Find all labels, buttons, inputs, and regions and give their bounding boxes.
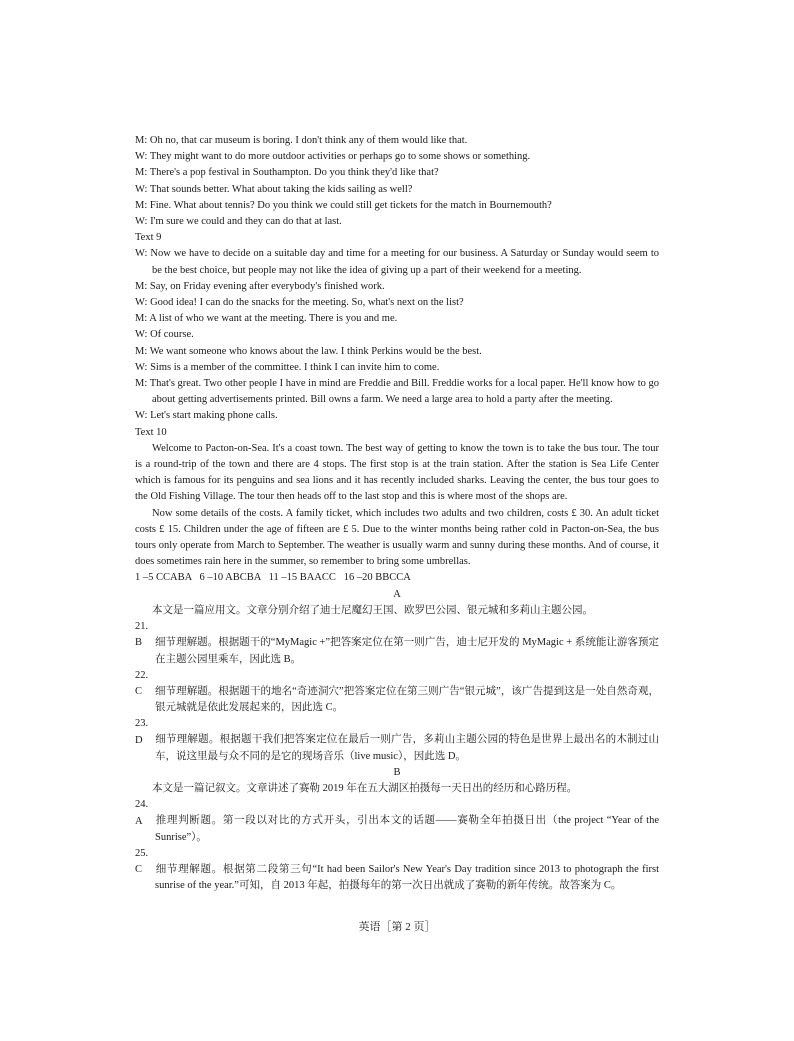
dialogue-line: M: Oh no, that car museum is boring. I don't think any of them would like that.: [135, 135, 468, 146]
dialogue-line: M: There's a pop festival in Southampton. Do you think they'd like that?: [135, 167, 439, 179]
dialogue-a: [135, 133, 659, 230]
explanation-text: 推理判断题。第一段以对比的方式开头，引出本文的话题——赛勒全年拍摄日出（the project “Year of the Sunrise”）。: [155, 815, 659, 843]
section-intro: 本文是一篇应用文。文章分别介绍了迪士尼魔幻王国、欧罗巴公园、银元城和多莉山主题公园。: [152, 604, 593, 616]
answer-explanation: [135, 797, 659, 846]
dialogue-line: W: Sims is a member of the committee. I think I can invite him to come.: [135, 361, 440, 373]
page-footer: 英语［第 2 页］: [358, 921, 436, 933]
text10-label: Text 10: [135, 426, 167, 438]
dialogue-line: M: Say, on Friday evening after everybody's finished work.: [135, 280, 385, 292]
dialogue-b: [135, 246, 659, 424]
question-number: 22. C: [135, 669, 149, 697]
question-number: 24. A: [135, 799, 149, 827]
passage-paragraph: Now some details of the costs. A family ticket, which includes two adults and two children, costs £ 30. An adult ticket costs £ 15. Children under the age of fifteen are £ 5. Due to the winter months being rather cold in Pacton-on-Sea, the bus tours only operate from March to September. The weather is usually warm and sunny during these months. And of course, it does sometimes rain here in the summer, so remember to bring some umbrellas.: [135, 507, 659, 568]
text10-passage: [135, 441, 659, 571]
question-number: 23. D: [135, 718, 149, 746]
passage-paragraph: Welcome to Pacton-on-Sea. It's a coast town. The best way of getting to know the town is to take the bus tour. The tour is a round-trip of the town and there are 4 stops. The first stop is at the train station. After the station is Sea Life Center which is famous for its penguins and sea lions and it has recently included sharks. Leaving the center, the bus tour goes to the Old Fishing Village. The tour then heads off to the last stop and this is where most of the shops are.: [135, 442, 659, 503]
answer-key-line: 1 –5 CCABA 6 –10 ABCBA 11 –15 BAACC 16 –20 BBCCA: [135, 572, 411, 584]
dialogue-line: W: Now we have to decide on a suitable day and time for a meeting for our business. A Saturday or Sunday would seem to be the best choice, but people may not like the idea of giving up a part of their weekend for a meeting.: [135, 248, 659, 276]
explanation-text: 细节理解题。根据题干我们把答案定位在最后一则广告，多莉山主题公园的特色是世界上最出名的木制过山车，说这里最与众不同的是它的现场音乐（live music），因此选 D。: [155, 734, 659, 762]
dialogue-line: W: They might want to do more outdoor activities or perhaps go to some shows or something.: [135, 151, 531, 163]
answer-explanation: [135, 668, 659, 717]
answer-explanation: [135, 716, 659, 765]
question-number: 25. C: [135, 847, 149, 876]
answer-explanation: [135, 619, 659, 668]
dialogue-line: M: Fine. What about tennis? Do you think we could still get tickets for the match in Bournemouth?: [135, 199, 552, 211]
dialogue-line: W: Let's start making phone calls.: [135, 410, 278, 422]
answer-explanation: [135, 846, 659, 895]
explanation-text: 细节理解题。根据题干的地名“奇迹洞穴”把答案定位在第三则广告“银元城”，该广告提到这是一处自然奇观，银元城就是依此发展起来的，因此选 C。: [155, 685, 659, 714]
section-a: [135, 587, 659, 765]
explanation-text: 细节理解题。根据题干的“MyMagic +”把答案定位在第一则广告，迪士尼开发的 MyMagic + 系统能让游客预定在主题公园里乘车，因此选 B。: [155, 637, 659, 665]
explanation-text: 细节理解题。根据第二段第三句“It had been Sailor's New Year's Day tradition since 2013 to photograph the first sunrise of the year.”可知，自 2013 年起，拍摄每年的第一次日出就成了赛勒的新年传统。故答案为 C。: [155, 864, 659, 892]
dialogue-line: W: Of course.: [135, 329, 194, 341]
section-intro: 本文是一篇记叙文。文章讲述了赛勒 2019 年在五大湖区拍摄每一天日出的经历和心路历程。: [152, 783, 578, 795]
dialogue-line: W: That sounds better. What about taking the kids sailing as well?: [135, 183, 413, 195]
section-letter: B: [393, 766, 401, 778]
dialogue-line: M: A list of who we want at the meeting. There is you and me.: [135, 313, 398, 325]
dialogue-line: W: Good idea! I can do the snacks for the meeting. So, what's next on the list?: [135, 297, 464, 309]
question-number: 21. B: [135, 621, 149, 649]
dialogue-line: M: We want someone who knows about the law. I think Perkins would be the best.: [135, 345, 482, 357]
dialogue-line: W: I'm sure we could and they can do that at last.: [135, 216, 342, 228]
section-b: [135, 765, 659, 895]
page-content: [135, 133, 659, 895]
text9-label: Text 9: [135, 232, 162, 244]
section-letter: A: [393, 588, 401, 600]
dialogue-line: M: That's great. Two other people I have in mind are Freddie and Bill. Freddie works for a local paper. He'll know how to go about getting advertisements printed. Bill owns a farm. We need a large area to hold a party after the meeting.: [135, 378, 659, 406]
